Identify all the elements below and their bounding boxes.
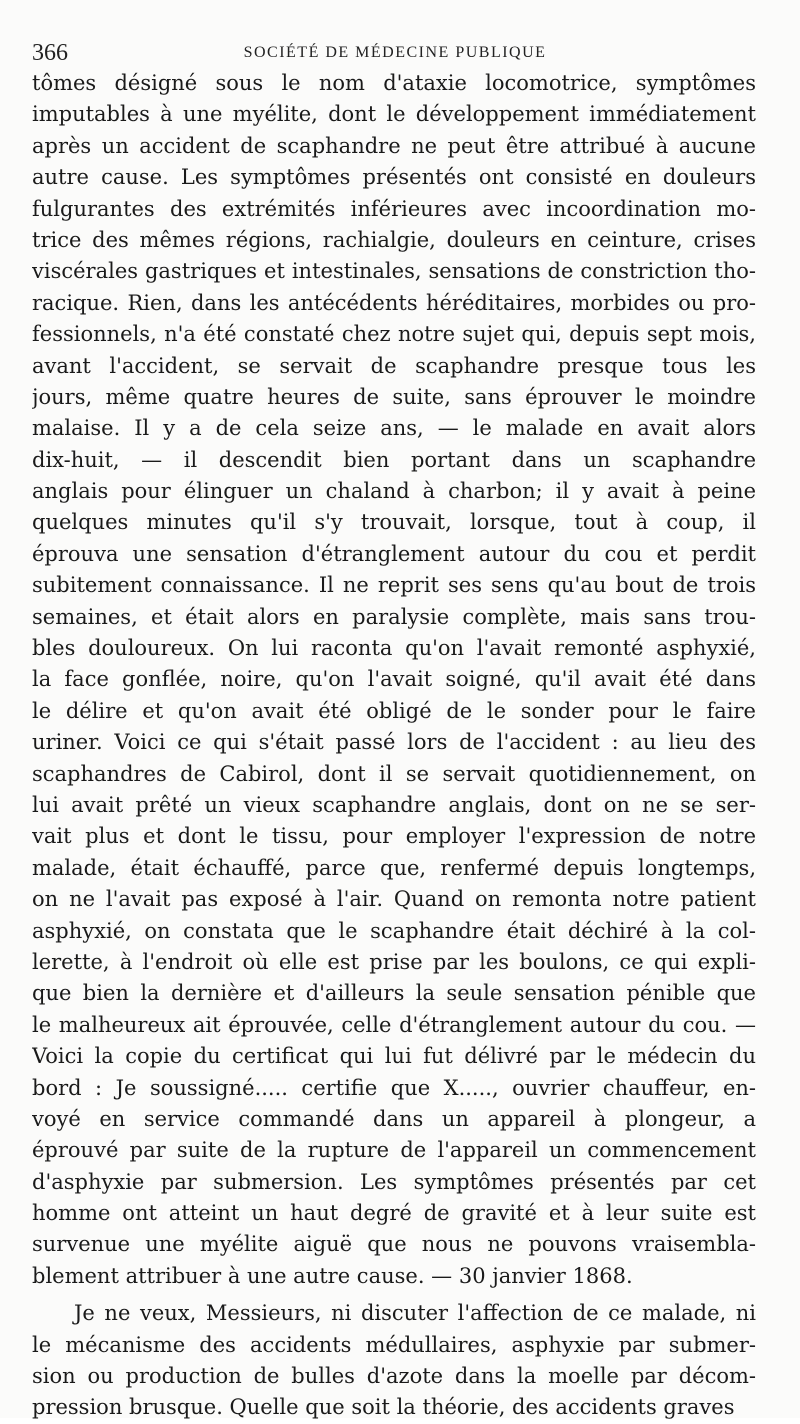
text-line: imputables à une myélite, dont le développement immédiatement [32,102,756,127]
text-line: uriner. Voici ce qui s'était passé lors de l'accident : au lieu des [32,730,756,755]
text-line: Voici la copie du certificat qui lui fut délivré par le médecin du [32,1044,756,1069]
text-line: bord : Je soussigné..... certifie que X....., ouvrier chauffeur, en- [32,1075,756,1100]
text-line: scaphandres de Cabirol, dont il se servait quotidiennement, on [32,761,756,786]
text-line: subitement connaissance. Il ne reprit ses sens qu'au bout de trois [32,573,756,598]
text-line: semaines, et était alors en paralysie complète, mais sans trou- [32,604,756,629]
text-line: asphyxié, on constata que le scaphandre était déchiré à la col- [32,918,756,943]
text-line: homme ont atteint un haut degré de gravité et à leur suite est [32,1201,756,1226]
text-line: bles douloureux. On lui raconta qu'on l'avait remonté asphyxié, [32,636,756,661]
text-line: voyé en service commandé dans un appareil à plongeur, a [32,1106,756,1131]
text-line: autre cause. Les symptômes présentés ont consisté en douleurs [32,165,756,190]
paragraph [32,68,756,1292]
paragraph [32,1298,756,1424]
running-head: SOCIÉTÉ DE MÉDECINE PUBLIQUE [243,44,547,61]
text-line: après un accident de scaphandre ne peut être attribué à aucune [32,133,756,158]
text-line: quelques minutes qu'il s'y trouvait, lorsque, tout à coup, il [32,510,756,535]
text-line: survenue une myélite aiguë que nous ne pouvons vraisembla- [32,1232,756,1257]
text-line: on ne l'avait pas exposé à l'air. Quand on remonta notre patient [32,887,756,912]
text-line: que bien la dernière et d'ailleurs la seule sensation pénible que [32,981,756,1006]
text-line: le délire et qu'on avait été obligé de le sonder pour le faire [32,698,756,723]
text-line: le mécanisme des accidents médullaires, asphyxie par submer- [32,1332,756,1357]
text-line: d'asphyxie par submersion. Les symptômes présentés par cet [32,1169,756,1194]
text-line: vait plus et dont le tissu, pour employer l'expression de notre [32,824,756,849]
text-line: viscérales gastriques et intestinales, sensations de constriction tho- [32,259,756,284]
text-line: blement attribuer à une autre cause. — 30 janvier 1868. [32,1263,633,1288]
text-line: le malheureux ait éprouvée, celle d'étranglement autour du cou. — [32,1012,756,1037]
text-line: anglais pour élinguer un chaland à charbon; il y avait à peine [32,479,756,504]
text-line: tômes désigné sous le nom d'ataxie locomotrice, symptômes [32,71,756,95]
text-line: jours, même quatre heures de suite, sans éprouver le moindre [32,384,756,409]
text-line: racique. Rien, dans les antécédents héréditaires, morbides ou pro- [32,290,756,315]
text-line: trice des mêmes régions, rachialgie, douleurs en ceinture, crises [32,227,756,252]
page-header [30,38,760,68]
text-line: pression brusque. Quelle que soit la théorie, des accidents graves [32,1395,735,1420]
text-line: éprouvé par suite de la rupture de l'appareil un commencement [32,1138,756,1163]
text-line: dix-huit, — il descendit bien portant dans un scaphandre [32,447,756,472]
page-number: 366 [32,40,68,66]
text-line: malade, était échauffé, parce que, renfermé depuis longtemps, [32,855,756,880]
text-line: fessionnels, n'a été constaté chez notre sujet qui, depuis sept mois, [32,322,756,347]
text-line: éprouva une sensation d'étranglement autour du cou et perdit [32,541,756,566]
text-line: sion ou production de bulles d'azote dans la moelle par décom- [32,1364,756,1389]
text-line: la face gonflée, noire, qu'on l'avait soigné, qu'il avait été dans [32,667,756,692]
text-line: avant l'accident, se servait de scaphandre presque tous les [32,353,756,378]
body-text [32,68,756,1424]
text-line: malaise. Il y a de cela seize ans, — le malade en avait alors [32,416,756,441]
text-line: lui avait prêté un vieux scaphandre anglais, dont on ne se ser- [32,792,756,817]
text-line: lerette, à l'endroit où elle est prise par les boulons, ce qui expli- [32,949,756,974]
text-line: Je ne veux, Messieurs, ni discuter l'affection de ce malade, ni [74,1301,756,1326]
text-line: fulgurantes des extrémités inférieures avec incoordination mo- [32,196,756,221]
